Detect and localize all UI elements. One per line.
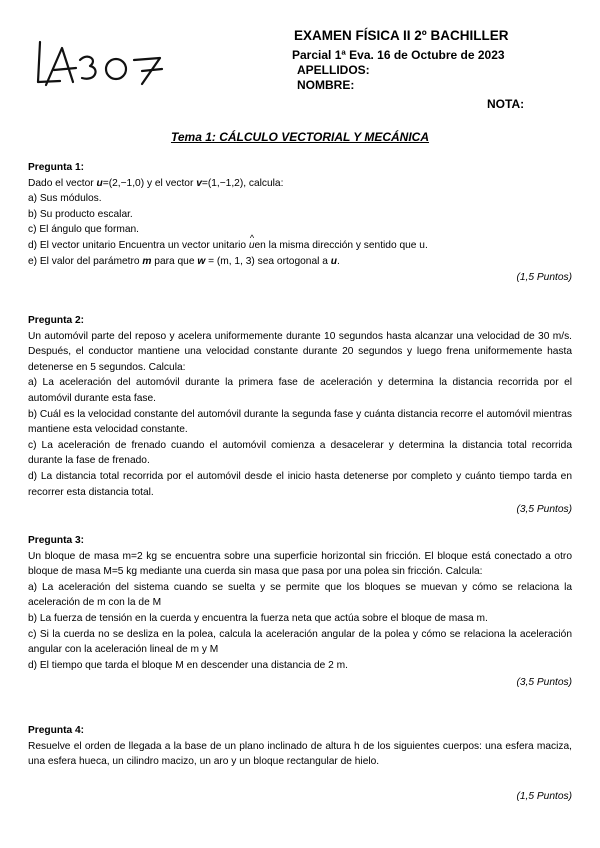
question-points: (1,5 Puntos) xyxy=(516,790,572,802)
item-a: a) Sus módulos. xyxy=(28,193,102,205)
item-a: a) La aceleración del automóvil durante la primera fase de aceleración y determina la distancia recorrida por el automóvil durante esta fase. xyxy=(28,377,572,404)
nota-label: NOTA: xyxy=(487,97,525,111)
question-title: Pregunta 2: xyxy=(28,315,85,326)
item-c: c) La aceleración de frenado cuando el automóvil comienza a desacelerar y determina la distancia total recorrida durante la fase de frenado. xyxy=(28,439,572,467)
apellidos-label: APELLIDOS: xyxy=(297,63,370,77)
question-intro: Dado el vector u=(2,−1,0) y el vector v=(1,−1,2), calcula: xyxy=(28,177,284,189)
item-d: d) El vector unitario Encuentra un vector unitario ^ uen la misma dirección y sentido que u. xyxy=(28,238,572,254)
item-b: b) La fuerza de tensión en la cuerda y encuentra la fuerza neta que actúa sobre el bloque de masa m. xyxy=(28,612,488,624)
question-points: (3,5 Puntos) xyxy=(516,677,572,689)
item-a: a) La aceleración del sistema cuando se suelta y se permite que los bloques se muevan y cómo se relaciona la aceleración de m con la de M xyxy=(28,581,572,609)
question-points: (3,5 Puntos) xyxy=(516,504,572,516)
question-intro: Un bloque de masa m=2 kg se encuentra sobre una superficie horizontal sin fricción. El bloque está conectado a otro bloque de masa M=5 kg mediante una cuerda sin masa que pasa por una polea sin fricción. Calcula: xyxy=(28,550,572,578)
question-intro: Un automóvil parte del reposo y acelera uniformemente durante 10 segundos hasta alcanzar una velocidad de 30 m/s. Después, el conductor mantiene una velocidad constante durante 20 segundos y luego frena uniformemente hasta detenerse en 5 segundos. Calcula: xyxy=(28,330,572,373)
nombre-label: NOMBRE: xyxy=(297,78,355,92)
unit-vector-symbol: ^ u xyxy=(249,238,255,254)
item-b: b) Cuál es la velocidad constante del automóvil durante la segunda fase y cuánta distancia recorre el automóvil mientras mantiene esta velocidad constante. xyxy=(28,408,572,436)
question-3 xyxy=(28,533,572,691)
item-c: c) Si la cuerda no se desliza en la polea, calcula la aceleración angular de la polea y cómo se relaciona la aceleración angular con la aceleración lineal de m y M xyxy=(28,628,572,656)
logo-la307 xyxy=(28,38,168,88)
question-title: Pregunta 1: xyxy=(28,162,85,173)
exam-title: EXAMEN FÍSICA II 2º BACHILLER xyxy=(294,28,509,43)
question-points: (1,5 Puntos) xyxy=(516,272,572,284)
exam-date-line: Parcial 1ª Eva. 16 de Octubre de 2023 xyxy=(292,48,505,62)
question-2 xyxy=(28,313,572,518)
item-e: e) El valor del parámetro m para que w = (m, 1, 3) sea ortogonal a u. xyxy=(28,255,340,267)
question-1 xyxy=(28,160,572,286)
item-c: c) El ángulo que forman. xyxy=(28,224,139,236)
exam-header xyxy=(292,28,582,93)
item-d: d) La distancia total recorrida por el automóvil desde el inicio hasta detenerse por completo y cuánto tiempo tarda en recorrer esta distancia total. xyxy=(28,470,572,498)
question-title: Pregunta 3: xyxy=(28,535,85,546)
tema-heading: Tema 1: CÁLCULO VECTORIAL Y MECÁNICA xyxy=(170,130,430,144)
question-intro: Resuelve el orden de llegada a la base de un plano inclinado de altura h de los siguientes cuerpos: una esfera maciza, una esfera hueca, un cilindro macizo, un aro y un bloque rectangular de hielo. xyxy=(28,740,572,768)
question-title: Pregunta 4: xyxy=(28,725,85,736)
item-b: b) Su producto escalar. xyxy=(28,208,133,220)
item-d: d) El tiempo que tarda el bloque M en descender una distancia de 2 m. xyxy=(28,659,348,671)
question-4 xyxy=(28,723,572,804)
